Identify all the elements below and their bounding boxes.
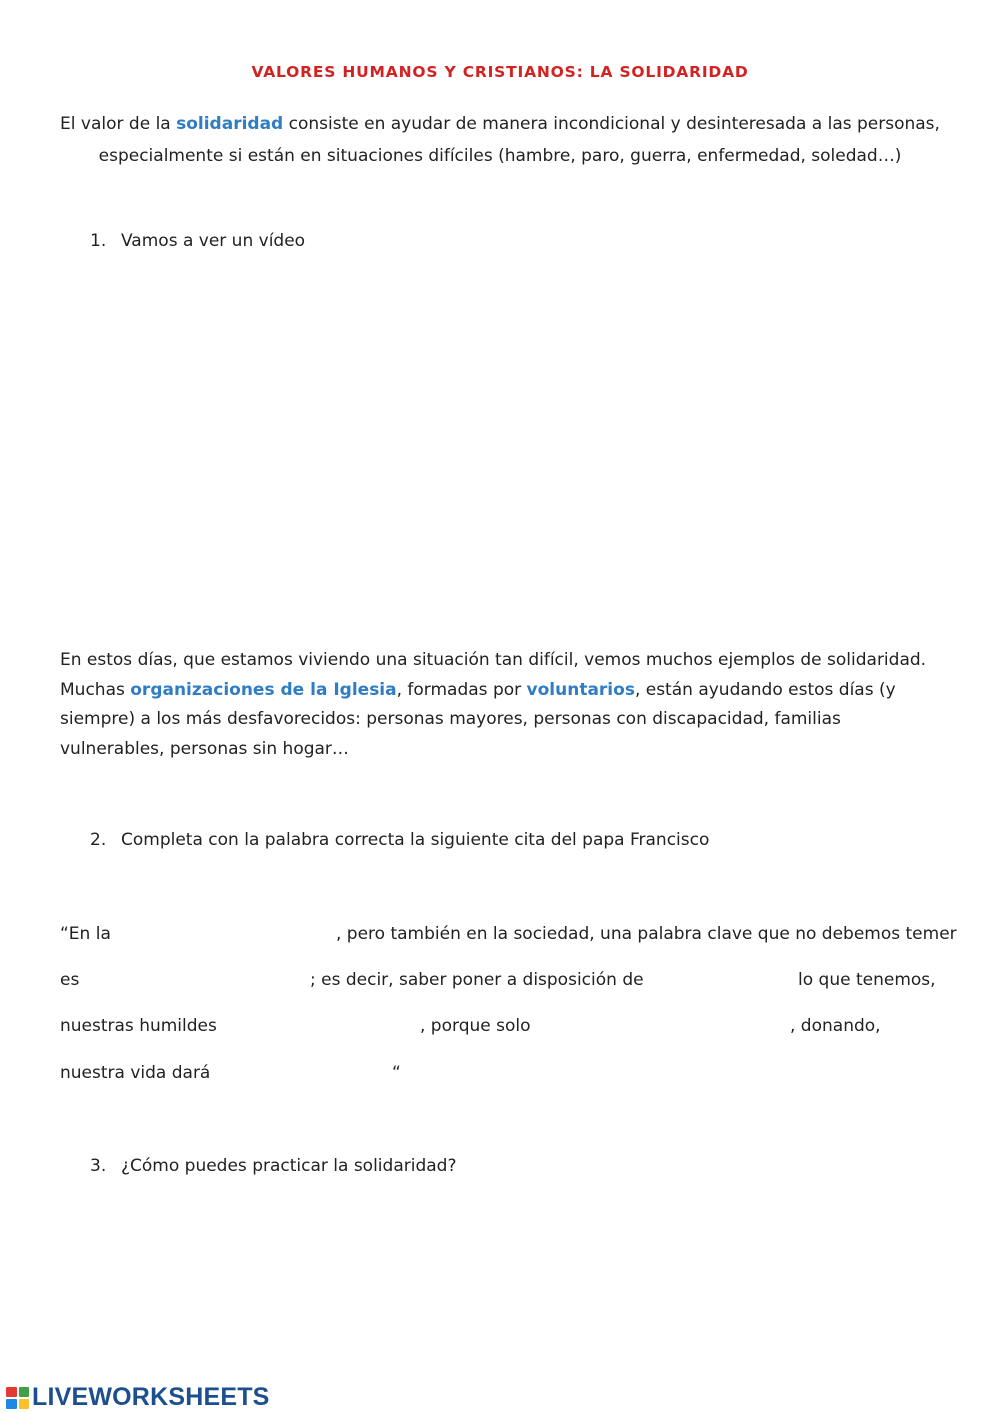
logo-square: [6, 1399, 17, 1409]
quote-text: es: [60, 970, 80, 990]
brand-name: LIVEWORKSHEETS: [32, 1383, 270, 1411]
logo-square: [6, 1387, 17, 1397]
liveworksheets-logo: [6, 1383, 270, 1412]
quote-text: “En la: [60, 924, 111, 944]
worksheet-title: VALORES HUMANOS Y CRISTIANOS: LA SOLIDARIDAD: [251, 63, 749, 81]
blank-input-1[interactable]: [112, 921, 338, 949]
intro-paragraph: [40, 108, 960, 172]
question-2: [90, 830, 709, 850]
question-text: Vamos a ver un vídeo: [121, 231, 306, 251]
quote-text: , donando,: [790, 1016, 881, 1036]
intro-line-1: [40, 108, 960, 140]
intro-text: consiste en ayudar de manera incondicional y desinteresada a las personas,: [283, 114, 940, 134]
blank-input-3[interactable]: [646, 967, 796, 995]
question-text: ¿Cómo puedes practicar la solidaridad?: [121, 1156, 457, 1176]
question-number: 2.: [90, 830, 107, 850]
quote-text: nuestras humildes: [60, 1016, 217, 1036]
quote-text: , pero también en la sociedad, una palabra clave que no debemos temer: [336, 924, 957, 944]
quote-text: ; es decir, saber poner a disposición de: [310, 970, 644, 990]
question-number: 1.: [90, 231, 107, 251]
blank-input-4[interactable]: [218, 1013, 422, 1041]
quote-text: nuestra vida dará: [60, 1063, 211, 1083]
question-3: [90, 1156, 456, 1176]
blank-input-5[interactable]: [530, 1013, 790, 1041]
paragraph-text: En estos días, que estamos viviendo una situación tan difícil, vemos muchos ejemplos de solidaridad. Muchas: [60, 650, 927, 700]
quote-text: , porque solo: [420, 1016, 531, 1036]
blank-input-2[interactable]: [84, 967, 312, 995]
solidarity-paragraph: [60, 646, 950, 764]
paragraph-text: , formadas por: [396, 679, 527, 700]
question-number: 3.: [90, 1156, 107, 1176]
question-1: [90, 231, 305, 251]
intro-highlight: solidaridad: [176, 114, 284, 134]
paragraph-highlight-volunteers: voluntarios: [526, 679, 635, 700]
quote-text: lo que tenemos,: [798, 970, 936, 990]
logo-square: [19, 1399, 30, 1409]
logo-square: [19, 1387, 30, 1397]
liveworksheets-logo-icon: [6, 1387, 29, 1409]
intro-text: El valor de la: [60, 114, 177, 134]
quote-closing-mark: “: [392, 1063, 401, 1083]
paragraph-highlight-organizations: organizaciones de la Iglesia: [130, 679, 397, 700]
blank-input-6[interactable]: [214, 1060, 392, 1088]
paragraph-text: , están ayudando estos días (y siempre) a los más desfavorecidos: personas mayores, personas con discapacidad, familias vulnerables, personas sin hogar…: [60, 679, 896, 759]
question-text: Completa con la palabra correcta la siguiente cita del papa Francisco: [121, 830, 710, 850]
intro-line-2: especialmente si están en situaciones difíciles (hambre, paro, guerra, enfermedad, soledad…): [98, 146, 902, 166]
